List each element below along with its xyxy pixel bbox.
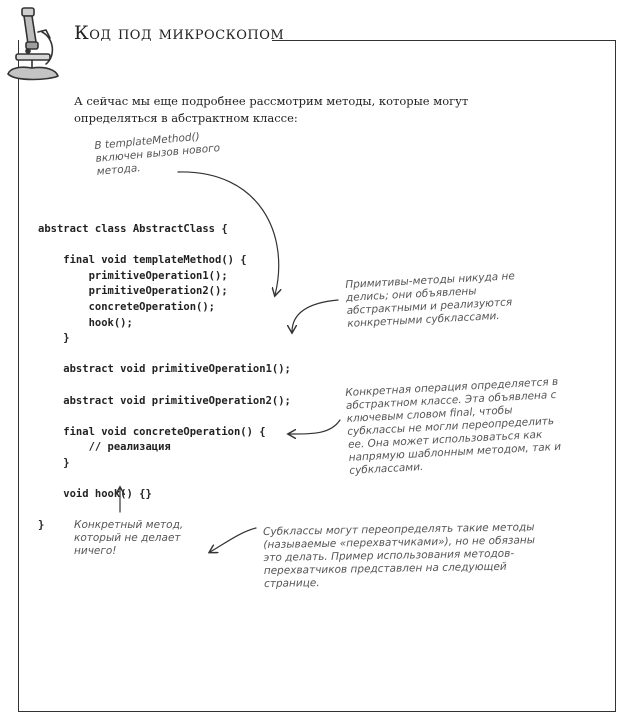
note-template-method: В templateMethod() включен вызов нового метода.	[94, 130, 221, 178]
code-line: final void templateMethod() {	[38, 254, 247, 267]
page-title: Код под микроскопом	[74, 22, 285, 44]
code-line: concreteOperation();	[38, 300, 216, 313]
code-line: abstract void primitiveOperation1();	[38, 363, 291, 376]
code-line: abstract void primitiveOperation2();	[38, 394, 291, 407]
code-line: hook();	[38, 316, 133, 329]
title-rule	[272, 40, 616, 41]
note-primitives: Примитивы-методы никуда не делись; они объявлены абстрактными и реализуются конкретными субклассами.	[345, 270, 516, 330]
code-line: }	[38, 332, 70, 345]
code-line: final void concreteOperation() {	[38, 425, 266, 438]
code-block	[38, 222, 291, 534]
note-concrete-operation: Конкретная операция определяется в абстрактном классе. Эта объявлена с ключевым словом final, чтобы субклассы не могли переопределить ее. Она может использоваться как напрямую шаблонным методом, так и субклассами.	[345, 375, 562, 477]
code-line: }	[38, 456, 70, 469]
code-line: primitiveOperation2();	[38, 285, 228, 298]
microscope-icon	[2, 4, 64, 84]
code-line: }	[38, 519, 45, 532]
code-line: abstract class AbstractClass {	[38, 223, 228, 235]
code-line: void hook() {}	[38, 488, 152, 501]
note-hook-method: Конкретный метод, который не делает ничего!	[74, 519, 184, 557]
code-line: // реализация	[38, 441, 171, 454]
intro-paragraph: А сейчас мы еще подробнее рассмотрим методы, которые могут определяться в абстрактном классе:	[74, 94, 469, 125]
note-hooks-override: Субклассы могут переопределять такие методы (называемые «перехватчиками»), но не обязаны это делать. Пример использования методов-перехватчиков представлен на следующей странице.	[263, 521, 536, 590]
code-line: primitiveOperation1();	[38, 269, 228, 282]
